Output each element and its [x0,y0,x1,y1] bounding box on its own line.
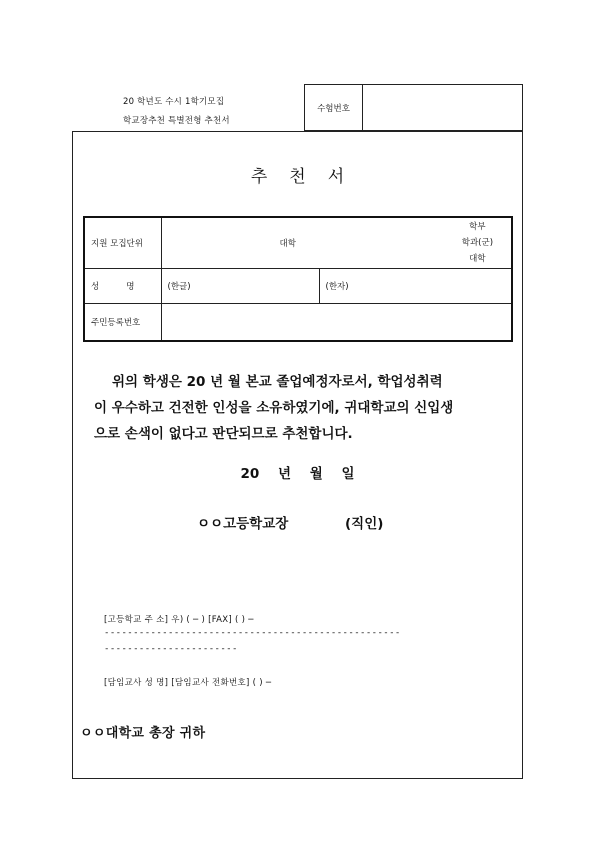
paragraph-line-3: 으로 손색이 없다고 판단되므로 추천합니다. [94,426,353,442]
exam-number-label: 수험번호 [305,85,363,130]
unit-value-cell [161,217,512,269]
name-label: 성 명 [84,269,161,304]
table-row [84,217,512,269]
dept-line-3: 대학 [469,254,486,264]
exam-number-box [304,84,523,131]
teacher-line: [담임교사 성 명] [담임교사 전화번호] ( ) ─ [104,678,272,688]
school-principal: ㅇㅇ고등학교장 [197,516,289,532]
date-line: 20 년 월 일 [240,466,355,482]
document-title: 추천서 [250,167,367,187]
addressee-line: ㅇㅇ대학교 총장 귀하 [80,726,206,741]
dash-line-2: ----------------------- [104,644,238,654]
dept-stack [462,219,493,267]
resident-number-label: 주민등록번호 [84,304,161,342]
form-heading-line1: 20 학년도 수시 1학기모집 [123,97,225,107]
paragraph-line-1: 위의 학생은 20 년 월 본교 졸업예정자로서, 학업성취력 [112,374,443,390]
resident-number-cell [161,304,512,342]
university-suffix: 대학 [279,239,296,249]
address-line: [고등학교 주 소] 우) ( ─ ) [FAX] ( ) ─ [104,615,254,625]
dash-line-1: --------------------------------------------------- [104,628,401,638]
form-heading-line2: 학교장추천 특별전형 추천서 [123,116,230,126]
applicant-info-table [83,216,513,342]
name-hanja-cell: (한자) [319,269,512,304]
dept-line-2: 학과(군) [461,238,494,248]
name-hangul-cell: (한글) [161,269,319,304]
paragraph-line-2: 이 우수하고 건전한 인성을 소유하였기에, 귀대학교의 신입생 [94,400,454,416]
table-row [84,269,512,304]
recommendation-paragraph [94,369,514,447]
table-row [84,304,512,342]
unit-label: 지원 모집단위 [84,217,161,269]
official-seal-label: (직인) [345,516,384,532]
dept-line-1: 학부 [469,222,486,232]
